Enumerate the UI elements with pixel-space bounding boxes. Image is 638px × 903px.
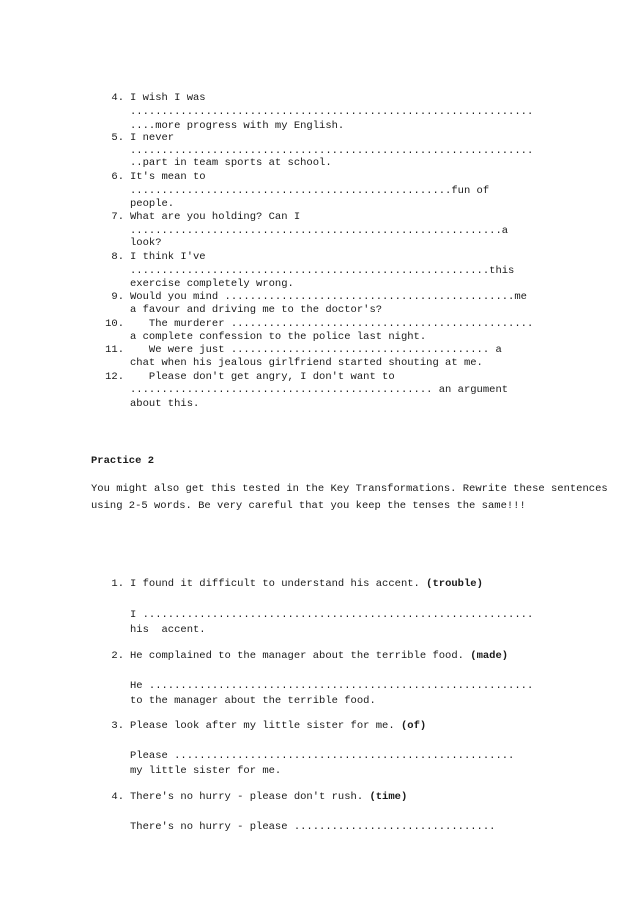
answer-blank[interactable]: ................................................ an argument [130, 384, 509, 396]
transformation-item [130, 720, 426, 733]
item-number: 8. [111, 251, 124, 263]
item-number: 3. [111, 720, 124, 732]
item-text: chat when his jealous girlfriend started shouting at me. [130, 357, 483, 369]
item-number: 4. [111, 791, 124, 803]
item-number: 12. [105, 371, 124, 383]
item-text: his accent. [130, 624, 206, 636]
answer-blank[interactable]: ...........................................................a [130, 225, 509, 237]
answer-blank[interactable]: ................................................................ [130, 145, 534, 157]
answer-blank[interactable]: ...................................................fun of [130, 185, 490, 197]
item-text: people. [130, 198, 175, 210]
item-text: I never [130, 132, 175, 144]
item-text: Please don't get angry, I don't want to [130, 371, 395, 383]
section-heading: Practice 2 [91, 455, 155, 467]
keyword: (trouble) [426, 578, 483, 590]
item-number: 6. [111, 171, 124, 183]
item-number: 9. [111, 291, 124, 303]
transformation-item [130, 578, 483, 591]
item-text: I think I've [130, 251, 206, 263]
item-text: I wish I was [130, 92, 206, 104]
answer-blank[interactable]: We were just ......................................... a [130, 344, 502, 356]
item-sentence: He complained to the manager about the terrible food. [130, 650, 464, 662]
item-number: 2. [111, 650, 124, 662]
item-sentence: Please look after my little sister for me. [130, 720, 395, 732]
answer-blank[interactable]: .........................................................this [130, 265, 515, 277]
item-number: 10. [105, 318, 124, 330]
transformation-item [130, 791, 407, 804]
transformation-item [130, 650, 508, 663]
item-sentence: I found it difficult to understand his accent. [130, 578, 420, 590]
keyword: (time) [369, 791, 408, 803]
item-text: ..part in team sports at school. [130, 157, 332, 169]
item-text: It's mean to [130, 171, 206, 183]
keyword: (made) [470, 650, 509, 662]
item-sentence: There's no hurry - please don't rush. [130, 791, 364, 803]
item-text: about this. [130, 398, 200, 410]
keyword: (of) [400, 720, 427, 732]
item-number: 7. [111, 211, 124, 223]
item-text: exercise completely wrong. [130, 278, 294, 290]
answer-blank[interactable]: ................................................................ [130, 106, 534, 118]
item-text: look? [130, 237, 162, 249]
item-number: 1. [111, 578, 124, 590]
answer-blank[interactable]: The murderer ................................................ [130, 318, 534, 330]
answer-blank[interactable]: Would you mind ..............................................me [130, 291, 527, 303]
item-text: my little sister for me. [130, 765, 282, 777]
instructions: You might also get this tested in the Key Transformations. Rewrite these sentences using 2-5 words. Be very careful that you keep the tenses the same!!! [91, 483, 608, 512]
item-text: a favour and driving me to the doctor's? [130, 304, 383, 316]
answer-blank[interactable]: He ............................................................. [130, 680, 534, 692]
answer-blank[interactable]: Please ...................................................... [130, 750, 515, 762]
item-text: a complete confession to the police last night. [130, 331, 427, 343]
item-number: 11. [105, 344, 124, 356]
item-text: ....more progress with my English. [130, 120, 345, 132]
item-number: 4. [111, 92, 124, 104]
answer-blank[interactable]: I .............................................................. [130, 609, 534, 621]
item-text: to the manager about the terrible food. [130, 695, 376, 707]
item-number: 5. [111, 132, 124, 144]
item-text: What are you holding? Can I [130, 211, 301, 223]
answer-blank[interactable]: There's no hurry - please ................................ [130, 821, 496, 833]
